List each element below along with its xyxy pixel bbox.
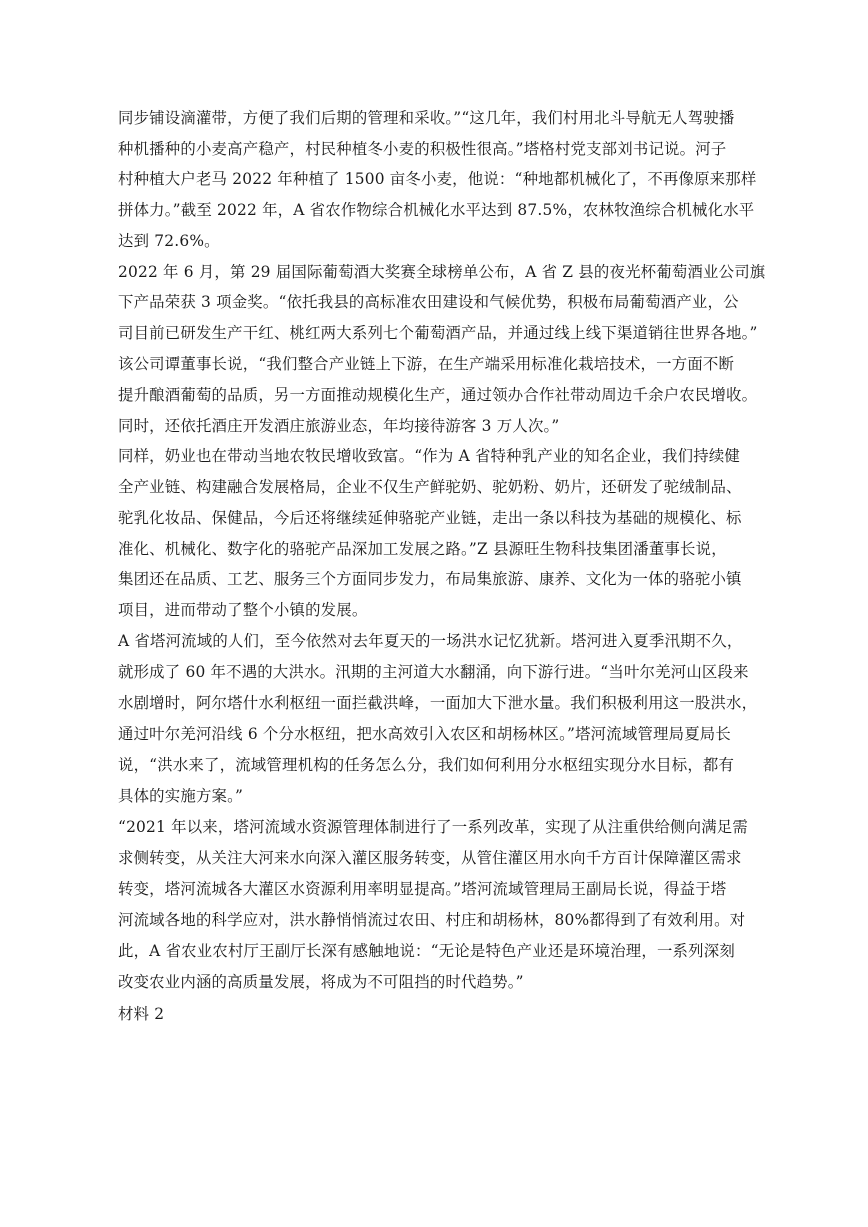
text-line: 集团还在品质、工艺、服务三个方面同步发力，布局集旅游、康养、文化为一体的骆驼小镇 [118, 570, 742, 588]
text-line: 驼乳化妆品、保健品，今后还将继续延伸骆驼产业链，走出一条以科技为基础的规模化、标 [118, 509, 742, 527]
text-line: 同时，还依托酒庄开发酒庄旅游业态，年均接待游客 3 万人次。” [118, 417, 560, 435]
text-line: 2022 年 6 月，第 29 届国际葡萄酒大奖赛全球榜单公布，A 省 Z 县的夜光杯葡萄酒业公司旗 [118, 263, 766, 281]
text-line: 该公司谭董事长说，“我们整合产业链上下游，在生产端采用标准化栽培技术，一方面不断 [118, 355, 735, 373]
text-line: 司目前已研发生产干红、桃红两大系列七个葡萄酒产品，并通过线上线下渠道销往世界各地。” [118, 324, 758, 342]
text-line: 同样，奶业也在带动当地农牧民增收致富。“作为 A 省特种乳产业的知名企业，我们持续健 [118, 447, 741, 465]
text-line: 此，A 省农业农村厅王副厅长深有感触地说：“无论是特色产业还是环境治理，一系列深刻 [118, 942, 735, 960]
text-line: 转变，塔河流城各大灌区水资源利用率明显提高。”塔河流域管理局王副局长说，得益于塔 [118, 880, 727, 898]
text-line: 改变农业内涵的高质量发展，将成为不可阻挡的时代趋势。” [118, 973, 524, 991]
text-line: 提升酿酒葡萄的品质，另一方面推动规模化生产，通过领办合作社带动周边千余户农民增收。 [118, 386, 758, 404]
text-line: 项目，进而带动了整个小镇的发展。 [118, 601, 368, 619]
text-line: 拼体力。”截至 2022 年，A 省农作物综合机械化水平达到 87.5%，农林牧渔综合机械化水平 [118, 201, 755, 219]
text-line: 准化、机械化、数字化的骆驼产品深加工发展之路。”Z 县源旺生物科技集团潘董事长说， [118, 540, 727, 558]
text-line: 全产业链、构建融合发展格局，企业不仅生产鲜驼奶、驼奶粉、奶片，还研发了驼绒制品、 [118, 478, 742, 496]
text-line: 通过叶尔羌河沿线 6 个分水枢纽，把水高效引入农区和胡杨林区。”塔河流域管理局夏局长 [118, 725, 731, 743]
text-line: 村种植大户老马 2022 年种植了 1500 亩冬小麦，他说：“种地都机械化了，不再像原来那样 [118, 170, 757, 188]
text-line: 同步铺设滴灌带，方便了我们后期的管理和采收。”“这几年，我们村用北斗导航无人驾驶播 [118, 109, 735, 127]
text-line: 下产品荣获 3 项金奖。“依托我县的高标准农田建设和气候优势，积极布局葡萄酒产业，公 [118, 293, 739, 311]
text-line: 达到 72.6%。 [118, 232, 220, 250]
text-line: A 省塔河流域的人们，至今依然对去年夏天的一场洪水记忆犹新。塔河进入夏季汛期不久， [118, 632, 743, 650]
text-line: 河流域各地的科学应对，洪水静悄悄流过农田、村庄和胡杨林，80%都得到了有效利用。对 [118, 911, 746, 929]
text-line: 求侧转变，从关注大河来水向深入灌区服务转变，从管住灌区用水向千方百计保障灌区需求 [118, 849, 742, 867]
text-line: 就形成了 60 年不遇的大洪水。汛期的主河道大水翻涌，向下游行进。“当叶尔羌河山区段来 [118, 663, 749, 681]
text-line: “2021 年以来，塔河流域水资源管理体制进行了一系列改革，实现了从注重供给侧向满足需 [118, 818, 748, 836]
text-line: 说，“洪水来了，流域管理机构的任务怎么分，我们如何利用分水枢纽实现分水目标，都有 [118, 756, 735, 774]
text-line: 具体的实施方案。” [118, 787, 244, 805]
text-line: 水剧增时，阿尔塔什水利枢纽一面拦截洪峰，一面加大下泄水量。我们积极利用这一股洪水， [118, 694, 758, 712]
text-line: 种机播种的小麦高产稳产，村民种植冬小麦的积极性很高。”塔格村党支部刘书记说。河子 [118, 140, 727, 158]
section-heading: 材料 2 [118, 1005, 165, 1023]
